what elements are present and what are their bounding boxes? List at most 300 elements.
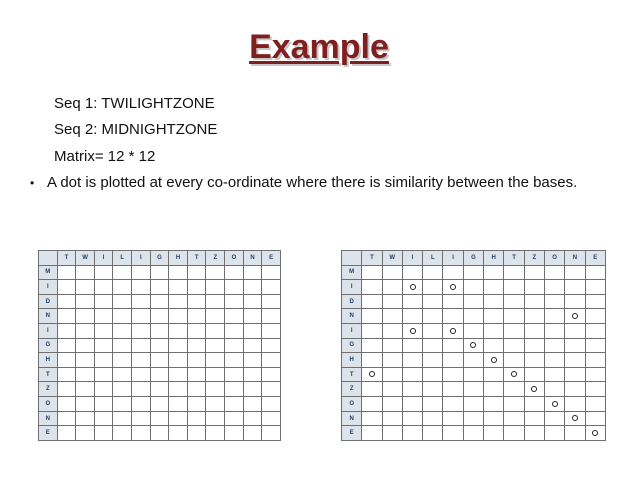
matrix-cell xyxy=(187,265,206,280)
row-header: I xyxy=(342,324,362,339)
matrix-cell xyxy=(150,411,169,426)
matrix-cell xyxy=(382,367,402,382)
matrix-cell xyxy=(544,338,564,353)
matrix-cell xyxy=(524,324,544,339)
matrix-cell xyxy=(169,411,188,426)
matrix-cell xyxy=(524,265,544,280)
header-row xyxy=(39,251,281,266)
matrix-cell xyxy=(243,338,262,353)
matrix-row xyxy=(39,280,281,295)
matrix-cell xyxy=(463,309,483,324)
matrix-cell xyxy=(423,309,443,324)
matrix-cell xyxy=(187,367,206,382)
matrix-cell xyxy=(443,280,463,295)
matrix-row xyxy=(342,324,606,339)
matrix-cell xyxy=(565,397,585,412)
matrix-row xyxy=(342,382,606,397)
column-header: T xyxy=(504,251,524,266)
matrix-cell xyxy=(206,265,225,280)
matrix-cell xyxy=(243,353,262,368)
row-header: I xyxy=(39,280,58,295)
matrix-cell xyxy=(585,265,605,280)
matrix-cell xyxy=(402,353,422,368)
matrix-cell xyxy=(169,265,188,280)
matrix-cell xyxy=(225,411,244,426)
column-header: I xyxy=(94,251,113,266)
match-dot-icon xyxy=(369,371,375,377)
matrix-cell xyxy=(243,367,262,382)
matrix-cell xyxy=(225,353,244,368)
corner-cell xyxy=(342,251,362,266)
matrix-cell xyxy=(565,280,585,295)
matrix-cell xyxy=(402,397,422,412)
matrix-row xyxy=(39,309,281,324)
matrix-cell xyxy=(169,324,188,339)
match-dot-icon xyxy=(552,401,558,407)
matrix-row xyxy=(39,411,281,426)
matrix-cell xyxy=(206,367,225,382)
matrix-cell xyxy=(443,353,463,368)
matrix-cell xyxy=(57,294,76,309)
matrix-cell xyxy=(169,294,188,309)
matrix-cell xyxy=(362,367,382,382)
matrix-cell xyxy=(402,411,422,426)
matrix-cell xyxy=(402,382,422,397)
column-header: Z xyxy=(206,251,225,266)
column-header: W xyxy=(76,251,95,266)
matrix-cell xyxy=(169,338,188,353)
matrix-cell xyxy=(504,353,524,368)
matrix-cell xyxy=(206,411,225,426)
matrix-cell xyxy=(524,353,544,368)
column-header: O xyxy=(544,251,564,266)
matrix-cell xyxy=(206,397,225,412)
matrix-cell xyxy=(132,411,151,426)
matrix-cell xyxy=(187,280,206,295)
matrix-cell xyxy=(504,294,524,309)
matrix-cell xyxy=(76,309,95,324)
matrix-cell xyxy=(206,353,225,368)
matrix-cell xyxy=(423,265,443,280)
matrix-cell xyxy=(94,382,113,397)
matrix-cell xyxy=(585,382,605,397)
matrix-row xyxy=(39,382,281,397)
matrix-cell xyxy=(524,426,544,441)
matrix-cell xyxy=(150,382,169,397)
matrix-cell xyxy=(565,367,585,382)
column-header: Z xyxy=(524,251,544,266)
matrix-cell xyxy=(150,280,169,295)
row-header: I xyxy=(39,324,58,339)
matrix-cell xyxy=(443,367,463,382)
matrix-cell xyxy=(76,353,95,368)
matrix-cell xyxy=(76,411,95,426)
matrix-cell xyxy=(362,382,382,397)
matrix-cell xyxy=(463,265,483,280)
column-header: N xyxy=(565,251,585,266)
matrix-cell xyxy=(382,411,402,426)
matrix-cell xyxy=(262,382,281,397)
column-header: I xyxy=(132,251,151,266)
matrix-cell xyxy=(484,353,504,368)
matrix-cell xyxy=(132,367,151,382)
column-header: T xyxy=(57,251,76,266)
matrix-cell xyxy=(565,426,585,441)
matrix-cell xyxy=(206,280,225,295)
matrix-cell xyxy=(443,265,463,280)
matrix-cell xyxy=(243,426,262,441)
row-header: H xyxy=(39,353,58,368)
column-header: I xyxy=(443,251,463,266)
matrix-cell xyxy=(504,309,524,324)
matrix-cell xyxy=(57,397,76,412)
matrix-cell xyxy=(94,324,113,339)
matrix-cell xyxy=(150,367,169,382)
matrix-row xyxy=(342,265,606,280)
matrix-cell xyxy=(262,324,281,339)
matrix-cell xyxy=(132,309,151,324)
match-dot-icon xyxy=(491,357,497,363)
column-header: W xyxy=(382,251,402,266)
matrix-cell xyxy=(94,411,113,426)
matrix-cell xyxy=(150,353,169,368)
row-header: N xyxy=(39,411,58,426)
matrix-cell xyxy=(187,382,206,397)
matrix-cell xyxy=(362,338,382,353)
matrix-size-text: Matrix= 12 * 12 xyxy=(54,148,156,165)
row-header: G xyxy=(342,338,362,353)
matrix-cell xyxy=(94,426,113,441)
column-header: T xyxy=(187,251,206,266)
match-dot-icon xyxy=(410,328,416,334)
matrix-cell xyxy=(150,265,169,280)
match-dot-icon xyxy=(511,371,517,377)
matrix-cell xyxy=(262,426,281,441)
matrix-cell xyxy=(544,280,564,295)
matrix-cell xyxy=(484,324,504,339)
matrix-cell xyxy=(57,338,76,353)
matrix-cell xyxy=(169,367,188,382)
matrix-cell xyxy=(132,324,151,339)
matrix-cell xyxy=(187,309,206,324)
matrix-cell xyxy=(132,338,151,353)
matrix-cell xyxy=(484,338,504,353)
matrix-cell xyxy=(382,280,402,295)
matrix-cell xyxy=(423,397,443,412)
matrix-cell xyxy=(57,280,76,295)
matrix-cell xyxy=(463,353,483,368)
matrix-cell xyxy=(382,353,402,368)
row-header: D xyxy=(342,294,362,309)
matrix-row xyxy=(342,353,606,368)
matrix-cell xyxy=(585,367,605,382)
matrix-cell xyxy=(57,324,76,339)
matrix-cell xyxy=(565,324,585,339)
column-header: N xyxy=(243,251,262,266)
matrix-cell xyxy=(225,280,244,295)
column-header: G xyxy=(463,251,483,266)
matrix-cell xyxy=(463,411,483,426)
matrix-cell xyxy=(423,411,443,426)
matrix-cell xyxy=(544,367,564,382)
matrix-cell xyxy=(504,280,524,295)
matrix-cell xyxy=(463,280,483,295)
matrix-cell xyxy=(443,324,463,339)
matrix-cell xyxy=(544,353,564,368)
column-header: L xyxy=(113,251,132,266)
matrix-cell xyxy=(443,411,463,426)
column-header: T xyxy=(362,251,382,266)
matrix-cell xyxy=(225,309,244,324)
matrix-cell xyxy=(423,382,443,397)
column-header: G xyxy=(150,251,169,266)
column-header: E xyxy=(262,251,281,266)
matrix-row xyxy=(342,280,606,295)
matrix-cell xyxy=(132,426,151,441)
corner-cell xyxy=(39,251,58,266)
matrix-cell xyxy=(113,411,132,426)
matrix-cell xyxy=(484,280,504,295)
matrix-cell xyxy=(76,280,95,295)
matrix-cell xyxy=(544,426,564,441)
row-header: E xyxy=(39,426,58,441)
matrix-cell xyxy=(225,382,244,397)
matrix-cell xyxy=(76,367,95,382)
header-row xyxy=(342,251,606,266)
matrix-cell xyxy=(402,265,422,280)
matrix-cell xyxy=(113,353,132,368)
row-header: N xyxy=(39,309,58,324)
matrix-row xyxy=(342,309,606,324)
matrix-cell xyxy=(206,426,225,441)
matrix-cell xyxy=(169,382,188,397)
matrix-cell xyxy=(225,426,244,441)
row-header: Z xyxy=(342,382,362,397)
matrix-cell xyxy=(94,309,113,324)
matrix-cell xyxy=(402,367,422,382)
matrix-cell xyxy=(402,294,422,309)
matrix-cell xyxy=(187,338,206,353)
matrix-cell xyxy=(463,426,483,441)
matrix-row xyxy=(342,426,606,441)
matrix-cell xyxy=(225,324,244,339)
matrix-cell xyxy=(262,309,281,324)
matrix-cell xyxy=(262,294,281,309)
matrix-cell xyxy=(169,353,188,368)
matrix-cell xyxy=(362,265,382,280)
row-header: O xyxy=(39,397,58,412)
matrix-cell xyxy=(362,309,382,324)
matrix-cell xyxy=(585,397,605,412)
match-dot-icon xyxy=(450,328,456,334)
matrix-cell xyxy=(423,353,443,368)
matrix-cell xyxy=(402,338,422,353)
matrix-cell xyxy=(504,397,524,412)
matrix-cell xyxy=(524,411,544,426)
row-header: M xyxy=(39,265,58,280)
matrix-cell xyxy=(262,338,281,353)
match-dot-icon xyxy=(592,430,598,436)
matrix-cell xyxy=(565,338,585,353)
matrix-cell xyxy=(544,324,564,339)
matrix-cell xyxy=(382,265,402,280)
matrix-cell xyxy=(243,280,262,295)
matrix-cell xyxy=(524,309,544,324)
matrix-cell xyxy=(94,353,113,368)
column-header: H xyxy=(169,251,188,266)
matrix-cell xyxy=(423,338,443,353)
matrix-cell xyxy=(76,294,95,309)
matrix-cell xyxy=(362,397,382,412)
matrix-cell xyxy=(76,265,95,280)
filled-dot-matrix xyxy=(341,250,606,441)
matrix-cell xyxy=(225,397,244,412)
matrix-row xyxy=(39,397,281,412)
empty-dot-matrix xyxy=(38,250,281,441)
matrix-cell xyxy=(243,397,262,412)
matrix-cell xyxy=(382,397,402,412)
matrix-row xyxy=(39,324,281,339)
row-header: D xyxy=(39,294,58,309)
matrix-cell xyxy=(113,367,132,382)
matrix-cell xyxy=(585,411,605,426)
matrix-cell xyxy=(262,367,281,382)
matrix-cell xyxy=(187,397,206,412)
matrix-cell xyxy=(382,426,402,441)
matrix-cell xyxy=(113,338,132,353)
matrix-cell xyxy=(504,426,524,441)
matrix-cell xyxy=(585,338,605,353)
row-header: N xyxy=(342,309,362,324)
matrix-cell xyxy=(565,265,585,280)
matrix-cell xyxy=(484,397,504,412)
matrix-cell xyxy=(423,294,443,309)
matrix-cell xyxy=(402,309,422,324)
matrix-cell xyxy=(565,294,585,309)
matrix-cell xyxy=(57,265,76,280)
matrix-cell xyxy=(76,426,95,441)
matrix-cell xyxy=(565,411,585,426)
matrix-cell xyxy=(57,309,76,324)
match-dot-icon xyxy=(572,415,578,421)
matrix-cell xyxy=(524,338,544,353)
matrix-cell xyxy=(187,353,206,368)
row-header: H xyxy=(342,353,362,368)
matrix-cell xyxy=(504,338,524,353)
matrix-cell xyxy=(225,294,244,309)
matrix-cell xyxy=(443,397,463,412)
matrix-cell xyxy=(132,397,151,412)
matrix-cell xyxy=(544,382,564,397)
matrix-cell xyxy=(132,265,151,280)
matrix-cell xyxy=(262,265,281,280)
matrix-cell xyxy=(585,280,605,295)
matrix-cell xyxy=(565,382,585,397)
matrix-cell xyxy=(402,280,422,295)
row-header: T xyxy=(342,367,362,382)
matrix-cell xyxy=(362,324,382,339)
matrix-cell xyxy=(113,397,132,412)
matrix-cell xyxy=(362,294,382,309)
matrix-cell xyxy=(423,324,443,339)
matrix-cell xyxy=(262,280,281,295)
matrix-cell xyxy=(169,280,188,295)
matrix-cell xyxy=(544,309,564,324)
matrix-row xyxy=(342,338,606,353)
matrix-cell xyxy=(225,367,244,382)
matrix-cell xyxy=(262,353,281,368)
matrix-cell xyxy=(113,426,132,441)
matrix-cell xyxy=(169,397,188,412)
matrix-cell xyxy=(423,280,443,295)
column-header: H xyxy=(484,251,504,266)
matrix-cell xyxy=(484,265,504,280)
matrix-cell xyxy=(57,426,76,441)
matrix-cell xyxy=(585,294,605,309)
match-dot-icon xyxy=(531,386,537,392)
matrix-cell xyxy=(187,294,206,309)
matrix-cell xyxy=(585,353,605,368)
matrix-cell xyxy=(544,411,564,426)
matrix-cell xyxy=(132,353,151,368)
match-dot-icon xyxy=(470,342,476,348)
matrix-row xyxy=(39,353,281,368)
matrix-cell xyxy=(243,382,262,397)
matrix-cell xyxy=(169,426,188,441)
matrix-cell xyxy=(243,294,262,309)
matrix-cell xyxy=(544,397,564,412)
matrix-cell xyxy=(225,338,244,353)
matrix-cell xyxy=(243,411,262,426)
matrix-cell xyxy=(206,309,225,324)
matrix-cell xyxy=(443,382,463,397)
matrix-cell xyxy=(382,309,402,324)
row-header: G xyxy=(39,338,58,353)
matrix-cell xyxy=(150,324,169,339)
matrix-cell xyxy=(585,309,605,324)
matrix-cell xyxy=(524,397,544,412)
matrix-cell xyxy=(94,338,113,353)
matrix-cell xyxy=(484,309,504,324)
matrix-cell xyxy=(150,338,169,353)
column-header: E xyxy=(585,251,605,266)
matrix-cell xyxy=(262,397,281,412)
matrix-cell xyxy=(362,280,382,295)
bullet-item xyxy=(30,173,590,193)
slide-title: Example xyxy=(249,28,389,66)
matrix-cell xyxy=(402,324,422,339)
matrix-cell xyxy=(225,265,244,280)
matrix-cell xyxy=(262,411,281,426)
matrix-cell xyxy=(94,265,113,280)
matrix-cell xyxy=(206,338,225,353)
matrix-cell xyxy=(113,309,132,324)
matrix-cell xyxy=(243,309,262,324)
matrix-cell xyxy=(524,280,544,295)
match-dot-icon xyxy=(410,284,416,290)
matrix-cell xyxy=(443,309,463,324)
matrix-cell xyxy=(504,382,524,397)
matrix-cell xyxy=(94,294,113,309)
matrix-row xyxy=(342,411,606,426)
matrix-cell xyxy=(484,411,504,426)
matrix-cell xyxy=(463,382,483,397)
matrix-cell xyxy=(484,294,504,309)
matrix-cell xyxy=(484,426,504,441)
matrix-cell xyxy=(544,265,564,280)
matrix-cell xyxy=(504,265,524,280)
matrix-cell xyxy=(150,397,169,412)
